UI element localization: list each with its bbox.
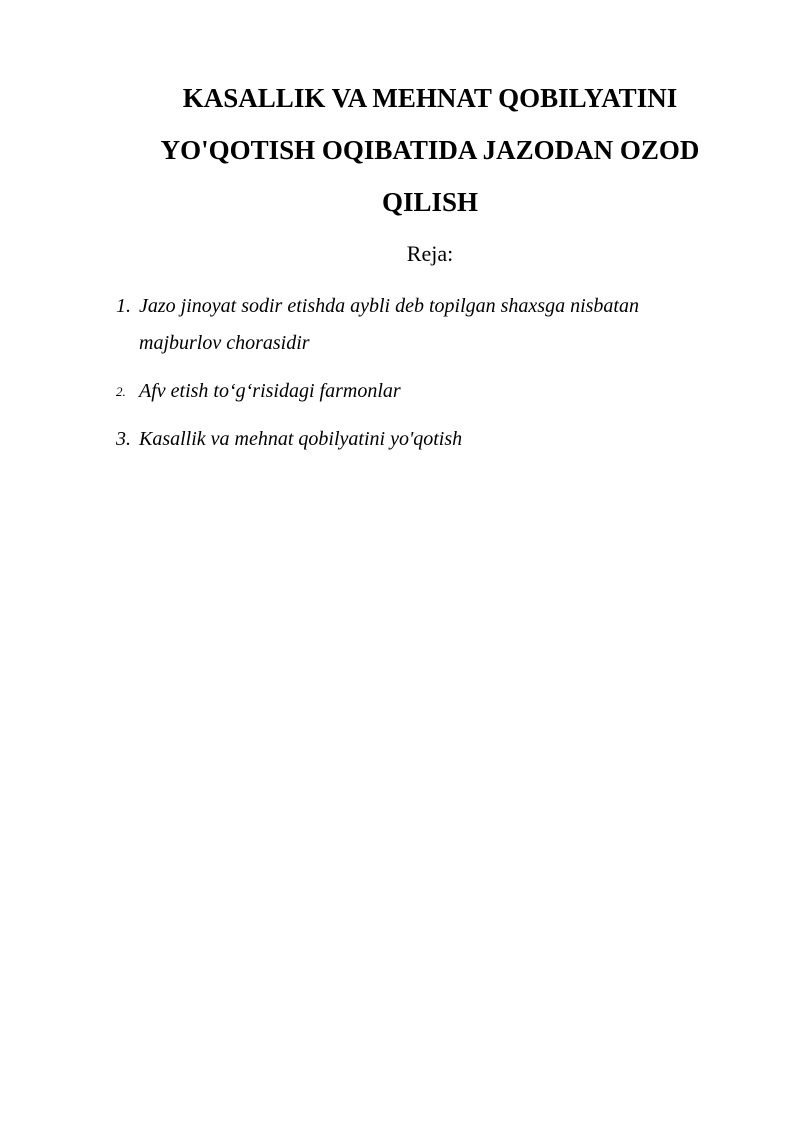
document-title xyxy=(110,72,750,228)
plan-list xyxy=(110,288,730,469)
plan-item-number: 3. xyxy=(116,428,131,450)
plan-item-text-line-1: Jazo jinoyat sodir etishda aybli deb topilgan shaxsga nisbatan xyxy=(139,295,639,317)
title-line-1: KASALLIK VA MEHNAT QOBILYATINI xyxy=(182,83,678,113)
plan-item-1 xyxy=(110,288,730,362)
plan-item-text: Kasallik va mehnat qobilyatini yo'qotish xyxy=(139,428,463,450)
plan-item-number: 2. xyxy=(116,384,126,399)
plan-item-text-line-2: majburlov chorasidir xyxy=(139,332,310,354)
plan-item-number: 1. xyxy=(116,295,131,317)
plan-item-2 xyxy=(110,373,730,410)
plan-item-3 xyxy=(110,421,730,458)
plan-item-text: Afv etish to‘g‘risidagi farmonlar xyxy=(139,380,401,402)
plan-heading: Reja: xyxy=(406,241,454,266)
title-line-2: YO'QOTISH OQIBATIDA JAZODAN OZOD xyxy=(160,135,700,165)
title-line-3: QILISH xyxy=(381,187,479,217)
